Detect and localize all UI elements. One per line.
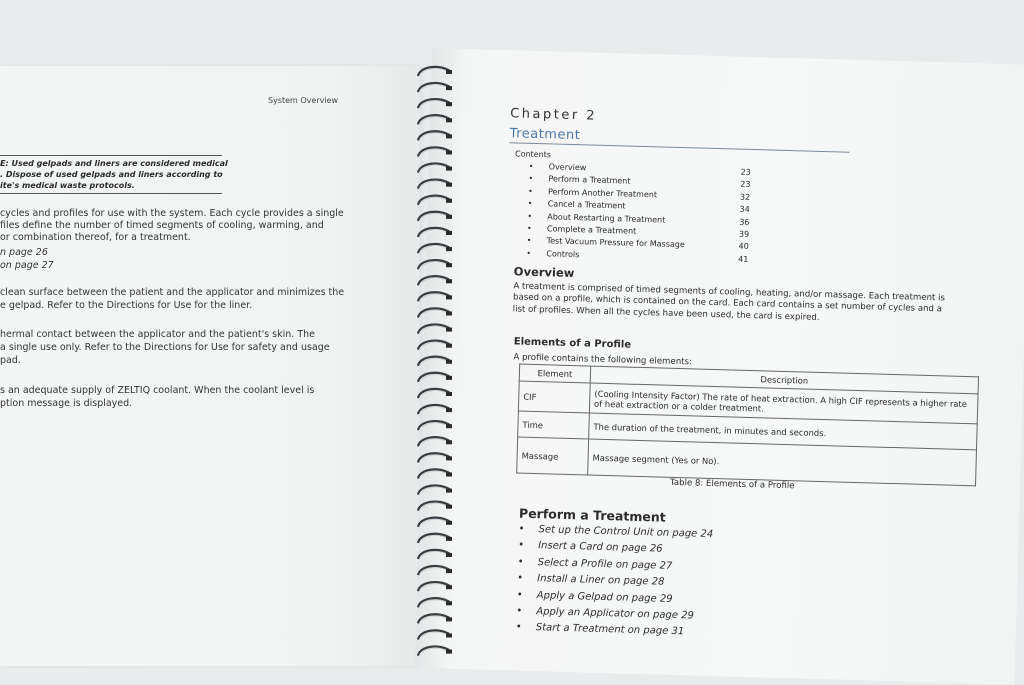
text-line: e gelpad. Refer to the Directions for Use for the liner. (0, 299, 344, 312)
toc-item-label: Test Vacuum Pressure for Massage (547, 237, 685, 250)
bullet-icon: • (518, 556, 524, 567)
table-cell-element: Massage (517, 437, 589, 475)
text-line: s an adequate supply of ZELTIQ coolant. When the coolant level is (0, 384, 314, 397)
chapter-label: Chapter 2 (510, 106, 597, 123)
binding-hole (446, 569, 452, 573)
bullet-icon: • (517, 589, 523, 600)
table-cell-description: The duration of the treatment, in minutes and seconds. (589, 413, 978, 450)
left-para-coolant (0, 384, 314, 410)
bullet-icon: • (529, 162, 534, 171)
toc-item-label: Cancel a Treatment (548, 199, 626, 210)
binding-hole (446, 456, 452, 460)
binding-hole (446, 263, 452, 267)
toc-item-page: 36 (739, 217, 749, 226)
bullet-icon: • (527, 236, 532, 245)
toc-item-page: 39 (739, 230, 749, 239)
binding-hole (446, 392, 452, 396)
binding-hole (446, 134, 452, 138)
toc-item-label: Complete a Treatment (547, 224, 636, 235)
bullet-icon: • (528, 199, 533, 208)
binding-hole (446, 360, 452, 364)
text-line: files define the number of timed segments of cooling, warming, and (0, 220, 344, 232)
bullet-icon: • (517, 573, 523, 584)
left-page-header: System Overview (268, 96, 338, 105)
binding-hole (446, 521, 452, 525)
binding-hole (446, 489, 452, 493)
text-line: n page 26 (0, 246, 54, 259)
table-cell-description: (Cooling Intensity Factor) The rate of heat extraction. A high CIF represents a higher rate of heat extraction or a colder treatment. (589, 383, 978, 424)
toc-item-label: About Restarting a Treatment (547, 212, 665, 224)
binding-hole (446, 215, 452, 219)
bullet-icon: • (527, 211, 532, 220)
binding-hole (446, 328, 452, 332)
step-link[interactable]: Install a Liner on page 28 (537, 573, 664, 588)
step-link[interactable]: Start a Treatment on page 31 (536, 622, 685, 637)
column-header-description: Description (590, 366, 978, 394)
binding-hole (446, 199, 452, 203)
binding-hole (446, 344, 452, 348)
binding-hole (446, 295, 452, 299)
binding-hole (446, 473, 452, 477)
contents-label: Contents (515, 149, 551, 159)
binding-hole (446, 183, 452, 187)
text-line: cycles and profiles for use with the system. Each cycle provides a single (0, 208, 344, 220)
binding-hole (446, 312, 452, 316)
step-link[interactable]: Select a Profile on page 27 (538, 557, 673, 572)
table-of-contents (526, 162, 769, 268)
left-para-liner (0, 286, 344, 312)
binding-hole (446, 634, 452, 638)
text-line: pad. (0, 354, 330, 367)
binding-hole (446, 537, 452, 541)
binding-hole (446, 408, 452, 412)
text-line: clean surface between the patient and the applicator and minimizes the (0, 286, 344, 299)
binding-hole (446, 617, 452, 621)
overview-heading: Overview (514, 264, 575, 280)
bullet-icon: • (518, 540, 524, 551)
step-link[interactable]: Apply an Applicator on page 29 (536, 606, 694, 621)
binding-hole (446, 585, 452, 589)
chapter-title: Treatment (509, 126, 580, 143)
text-line: a single use only. Refer to the Directions for Use for safety and usage (0, 341, 330, 354)
perform-heading: Perform a Treatment (519, 506, 666, 525)
bullet-icon: • (518, 524, 524, 535)
note-line: . Dispose of used gelpads and liners according to (0, 169, 222, 180)
table-caption: Table 8: Elements of a Profile (670, 478, 795, 491)
binding-hole (446, 247, 452, 251)
spiral-binding (410, 62, 460, 662)
binding-hole (446, 553, 452, 557)
left-para-cycles (0, 208, 344, 244)
toc-item-page: 32 (740, 192, 750, 201)
toc-item-label: Overview (549, 162, 587, 172)
text-line: on page 27 (0, 259, 54, 272)
binding-hole (446, 102, 452, 106)
table-cell-description: Massage segment (Yes or No). (588, 439, 977, 486)
binding-hole (446, 231, 452, 235)
binding-hole (446, 376, 452, 380)
left-refs (0, 246, 54, 272)
toc-item-label: Perform Another Treatment (548, 187, 657, 199)
step-link[interactable]: Apply a Gelpad on page 29 (537, 590, 673, 605)
note-line: E: Used gelpads and liners are considered medical (0, 158, 222, 169)
column-header-element: Element (519, 364, 590, 383)
step-link[interactable]: Insert a Card on page 26 (538, 541, 663, 555)
toc-item-page: 23 (740, 180, 750, 189)
binding-hole (446, 505, 452, 509)
text-line: ption message is displayed. (0, 397, 314, 410)
chapter-title-rule (509, 142, 849, 152)
toc-item-page: 23 (741, 168, 751, 177)
bullet-icon: • (528, 174, 533, 183)
bullet-icon: • (516, 606, 522, 617)
binding-hole (446, 151, 452, 155)
toc-item-page: 40 (738, 242, 748, 251)
bullet-icon: • (516, 622, 522, 633)
toc-item-label: Perform a Treatment (548, 175, 630, 186)
binding-hole (446, 424, 452, 428)
elements-intro: A profile contains the following elements: (513, 352, 692, 367)
step-link[interactable]: Set up the Control Unit on page 24 (538, 524, 713, 540)
right-page (415, 48, 1024, 685)
binding-hole (446, 70, 452, 74)
binding-hole (446, 601, 452, 605)
left-para-gelpad (0, 328, 330, 367)
bullet-icon: • (528, 187, 533, 196)
toc-item-page: 34 (739, 205, 749, 214)
spiral-coils (418, 67, 452, 656)
table-cell-element: CIF (518, 381, 590, 413)
binding-hole (446, 167, 452, 171)
toc-item-label: Controls (546, 249, 579, 259)
overview-paragraph: A treatment is comprised of timed segments of cooling, heating, and/or massage. Each treatment is based on a profile, which is contained on the card. Each card contains a set number of cycles and a list of profiles. When all the cycles have been used, the card is expired. (513, 281, 954, 327)
binding-hole (446, 440, 452, 444)
table-cell-element: Time (518, 411, 590, 439)
binding-hole (446, 279, 452, 283)
text-line: or combination thereof, for a treatment. (0, 232, 344, 244)
binding-hole (446, 86, 452, 90)
left-note-box (0, 155, 222, 194)
toc-item-page: 41 (738, 254, 748, 263)
binding-hole (446, 650, 452, 654)
text-line: hermal contact between the applicator and the patient's skin. The (0, 328, 330, 341)
bullet-icon: • (527, 224, 532, 233)
perform-steps-list (516, 524, 519, 639)
note-line: ite's medical waste protocols. (0, 180, 222, 191)
bullet-icon: • (526, 248, 531, 257)
elements-heading: Elements of a Profile (514, 336, 632, 350)
binding-hole (446, 118, 452, 122)
elements-table (516, 364, 979, 487)
